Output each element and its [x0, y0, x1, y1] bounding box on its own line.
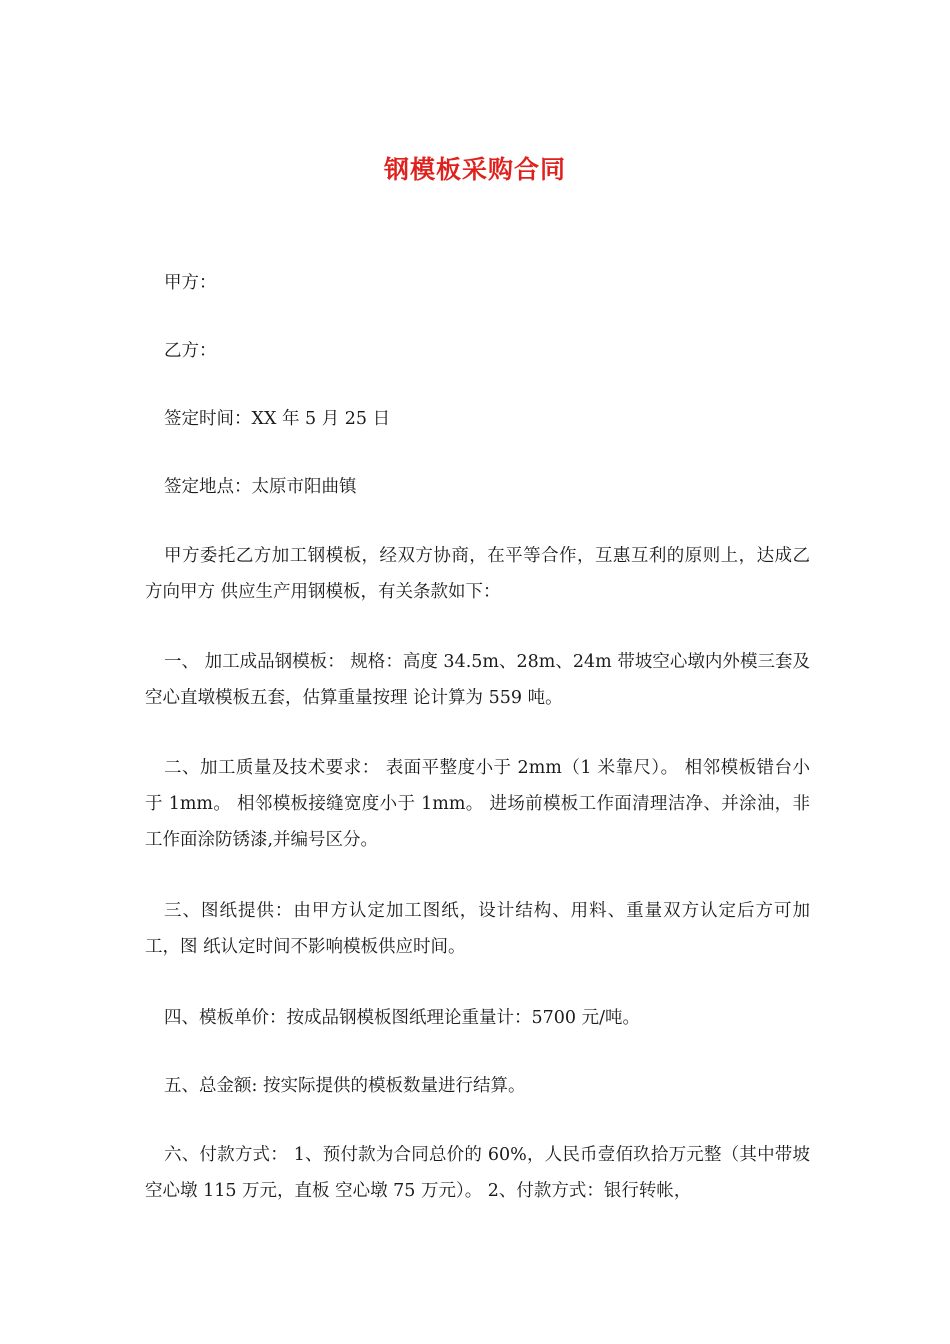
document-title: 钢模板采购合同	[383, 155, 566, 184]
party-a-line: 甲方：	[164, 273, 217, 293]
clause-2-paragraph: 二、加工质量及技术要求： 表面平整度小于 2mm（1 米靠尺）。 相邻模板错台小于 1mm。 相邻模板接缝宽度小于 1mm。 进场前模板工作面清理洁净、并涂油，非工作面涂防锈漆,并编号区分。	[145, 758, 810, 850]
signing-place-line: 签定地点：太原市阳曲镇	[164, 477, 357, 497]
preamble-paragraph: 甲方委托乙方加工钢模板，经双方协商，在平等合作，互惠互利的原则上，达成乙方向甲方 供应生产用钢模板，有关条款如下：	[145, 546, 810, 602]
clause-3-paragraph: 三、图纸提供：由甲方认定加工图纸，设计结构、用料、重量双方认定后方可加工，图 纸认定时间不影响模板供应时间。	[145, 901, 810, 957]
clause-1-paragraph: 一、 加工成品钢模板： 规格：高度 34.5m、28m、24m 带坡空心墩内外模三套及空心直墩模板五套，估算重量按理 论计算为 559 吨。	[145, 652, 810, 708]
clause-5-paragraph: 五、总金额: 按实际提供的模板数量进行结算。	[164, 1076, 526, 1096]
signing-date-line: 签定时间：XX 年 5 月 25 日	[164, 409, 391, 429]
clause-4-paragraph: 四、模板单价：按成品钢模板图纸理论重量计：5700 元/吨。	[164, 1008, 640, 1028]
clause-6-paragraph: 六、付款方式： 1、预付款为合同总价的 60%，人民币壹佰玖拾万元整（其中带坡空心墩 115 万元，直板 空心墩 75 万元）。 2、付款方式：银行转帐，	[145, 1145, 810, 1201]
party-b-line: 乙方：	[164, 341, 217, 361]
